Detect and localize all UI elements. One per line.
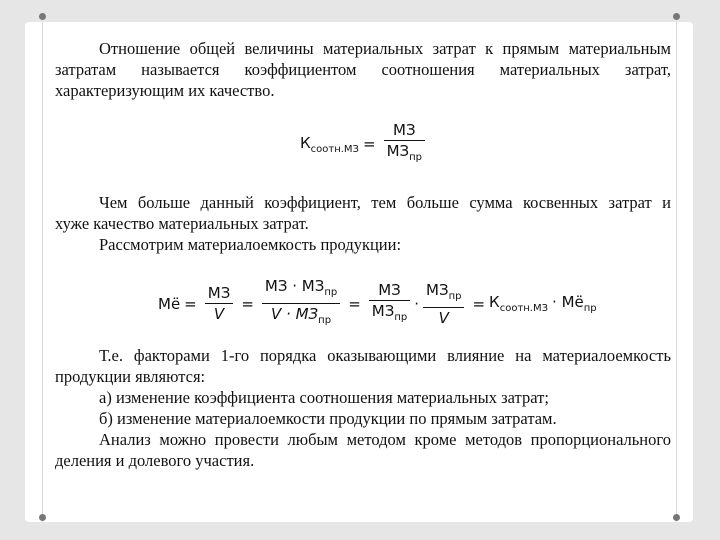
paragraph3-line6: деления и долевого участия.	[55, 451, 255, 470]
formula-coefficient	[300, 120, 429, 168]
formula2-lhs: Мё	[158, 294, 181, 313]
formula2-coefficient: $К_{соотн.МЗ}$	[489, 293, 549, 314]
formula1-equals: =	[362, 135, 376, 153]
paragraph1-line1: Отношение общей величины материальных затрат к прямым материальным	[99, 39, 671, 58]
paragraph2-line2: хуже качество материальных затрат.	[55, 214, 309, 233]
paragraph3-line2: продукции являются:	[55, 367, 206, 386]
paragraph1-line2: затратам называется коэффициентом соотношения материальных затрат,	[55, 60, 671, 79]
formula2-fraction3: $\frac{МЗ}{МЗ_{пр}}$	[369, 280, 410, 328]
paragraph1-line3: характеризующим их качество.	[55, 81, 275, 100]
paragraph3-line3: а) изменение коэффициента соотношения материальных затрат;	[99, 388, 549, 407]
formula1-fraction: $\frac{МЗ}{МЗ_{пр}}$	[384, 120, 425, 168]
corner-dot-top-left	[39, 13, 46, 20]
formula2-fraction1: $\frac{МЗ}{V}$	[205, 283, 234, 324]
formula2-direct-intensity: · $Мё_{пр}$	[552, 293, 597, 314]
paragraph3-line5: Анализ можно провести любым методом кроме методов пропорционального	[99, 430, 671, 449]
paragraph2-line1: Чем больше данный коэффициент, тем больше сумма косвенных затрат и	[99, 193, 671, 212]
paragraph3-line1: Т.е. факторами 1-го порядка оказывающими влияние на материалоемкость	[99, 346, 671, 365]
corner-dot-top-right	[673, 13, 680, 20]
formula2-fraction2: $\frac{МЗ \cdot МЗ_{пр}}{V \cdot МЗ_{пр}}$	[262, 276, 340, 331]
corner-dot-bottom-right	[673, 514, 680, 521]
formula-material-intensity: Мё = $\frac{МЗ}{V}$ = $\frac{МЗ \cdot МЗ_{пр}}{V \cdot МЗ_{пр}}$ = $\frac{МЗ}{МЗ_{пр}}$ · $\frac{МЗ_{пр}}{V}$ = $К_{соотн.МЗ}$ · $Мё_{пр}$	[158, 276, 597, 331]
right-border-line	[676, 22, 677, 522]
formula1-lhs: $К_{соотн.МЗ}$	[300, 133, 359, 155]
formula2-fraction4: $\frac{МЗ_{пр}}{V}$	[423, 280, 464, 328]
paragraph3-line4: б) изменение материалоемкости продукции по прямым затратам.	[99, 409, 557, 428]
corner-dot-bottom-left	[39, 514, 46, 521]
left-border-line	[42, 22, 43, 522]
paragraph2-line3: Рассмотрим материалоемкость продукции:	[99, 235, 402, 254]
